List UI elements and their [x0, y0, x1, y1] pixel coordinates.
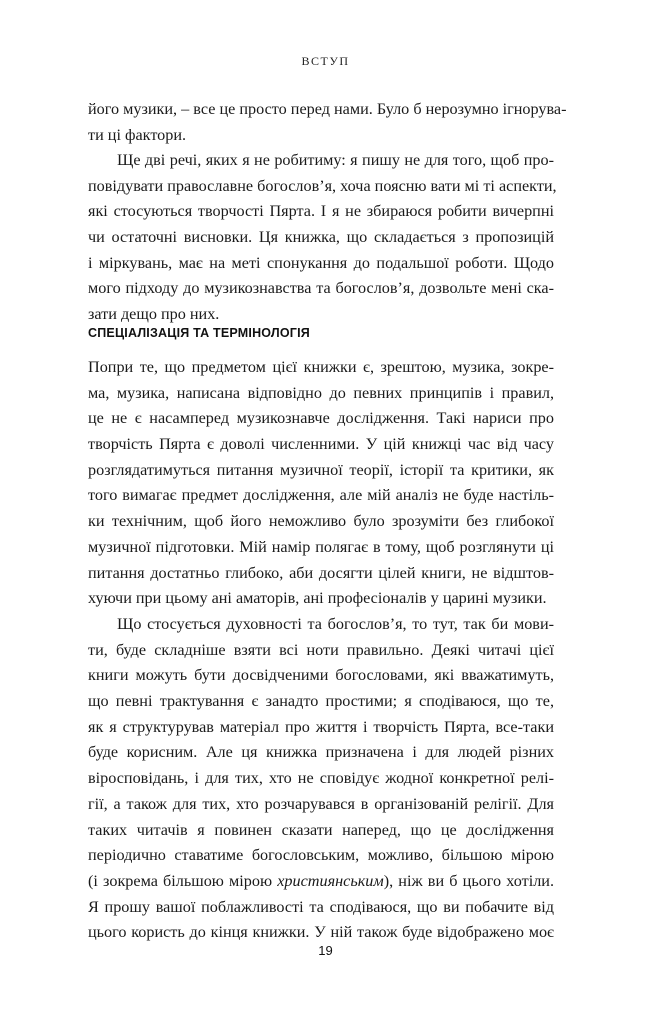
- running-head: ВСТУП: [301, 54, 350, 68]
- text-line: хуючи при цьому ані аматорів, ані професіоналів у царині музики.: [88, 589, 547, 608]
- paragraph: [88, 148, 557, 328]
- text-line: періодично ставатиме богословським, можливо, більшою мірою: [88, 846, 554, 865]
- text-line: як я структурував матеріал про життя і творчість Пярта, все-таки: [88, 717, 554, 736]
- paragraph: [88, 355, 554, 612]
- page-number: 19: [318, 943, 333, 958]
- text-line: того вимагає предмет дослідження, але мій аналіз не буде настіль-: [88, 486, 554, 505]
- paragraph-continuation: [88, 97, 567, 148]
- text-line: повідувати православне богослов’я, хоча поясню вати мі ті аспекти,: [88, 176, 557, 195]
- text-line: ти ці фактори.: [88, 125, 187, 144]
- text-line: мого підходу до музикознавства та богослов’я, дозвольте мені ска-: [88, 279, 554, 298]
- text-line: Що стосується духовності та богослов’я, то тут, так би мови-: [117, 615, 554, 633]
- text-line: і міркувань, має на меті спонукання до подальшої роботи. Щодо: [88, 253, 554, 272]
- emphasized-word: християнським: [277, 871, 384, 890]
- text-line: таких читачів я повинен сказати наперед, що це дослідження: [88, 820, 554, 839]
- text-line: Я прошу вашої поблажливості та сподіваюся, що ви побачите від: [88, 897, 554, 916]
- text-line: буде корисним. Але ця книжка призначена і для людей різних: [88, 743, 554, 762]
- text-line: Попри те, що предметом цієї книжки є, зрештою, музика, зокре-: [88, 358, 554, 376]
- text-line: чи остаточні висновки. Ця книжка, що складається з пропозицій: [88, 228, 554, 247]
- paragraph: [88, 612, 554, 946]
- text-line: віросповідань, і для тих, хто не сповідує жодної конкретної релі-: [88, 769, 554, 788]
- text-line: розглядатимуться питання музичної теорії, історії та критики, як: [88, 460, 554, 479]
- text-line: які стосуються творчості Пярта. І я не збираюся робити вичерпні: [88, 202, 554, 221]
- text-line: книги можуть бути досвідченими богословами, які вважатимуть,: [88, 666, 554, 685]
- text-line: гії, а також для тих, хто розчарувався в організованій релігії. Для: [88, 794, 554, 813]
- text-line: Ще дві речі, яких я не робитиму: я пишу не для того, щоб про-: [117, 151, 554, 169]
- text-line: його музики, – все це просто перед нами. Було б нерозумно ігнорува-: [88, 100, 567, 118]
- text-line: ки технічним, щоб його неможливо було зрозуміти без глибокої: [88, 512, 554, 531]
- text-segment: ), ніж ви б цього хотіли.: [383, 871, 555, 890]
- text-line-with-emphasis: [88, 869, 554, 895]
- text-line: питання достатньо глибоко, аби досягти цілей книги, не відштов-: [88, 563, 554, 582]
- text-line: цього користь до кінця книжки. У ній також буде відображено моє: [88, 923, 554, 942]
- section-heading: СПЕЦІАЛІЗАЦІЯ ТА ТЕРМІНОЛОГІЯ: [88, 326, 310, 340]
- text-line: зати дещо про них.: [88, 305, 220, 324]
- text-line: це не є насамперед музикознавче дослідження. Такі нариси про: [88, 409, 554, 428]
- text-line: що певні трактування є занадто простими; я сподіваюся, що те,: [88, 692, 554, 711]
- text-line: ти, буде складніше взяти всі ноти правильно. Деякі читачі цієї: [88, 640, 554, 659]
- text-line: ма, музика, написана відповідно до певних принципів і правил,: [88, 383, 554, 402]
- text-segment: (і зокрема більшою мірою: [88, 871, 278, 890]
- text-line: творчість Пярта є доволі численними. У цій книжці час від часу: [88, 435, 554, 454]
- text-line: музичної підготовки. Мій намір полягає в тому, щоб розглянути ці: [88, 537, 554, 556]
